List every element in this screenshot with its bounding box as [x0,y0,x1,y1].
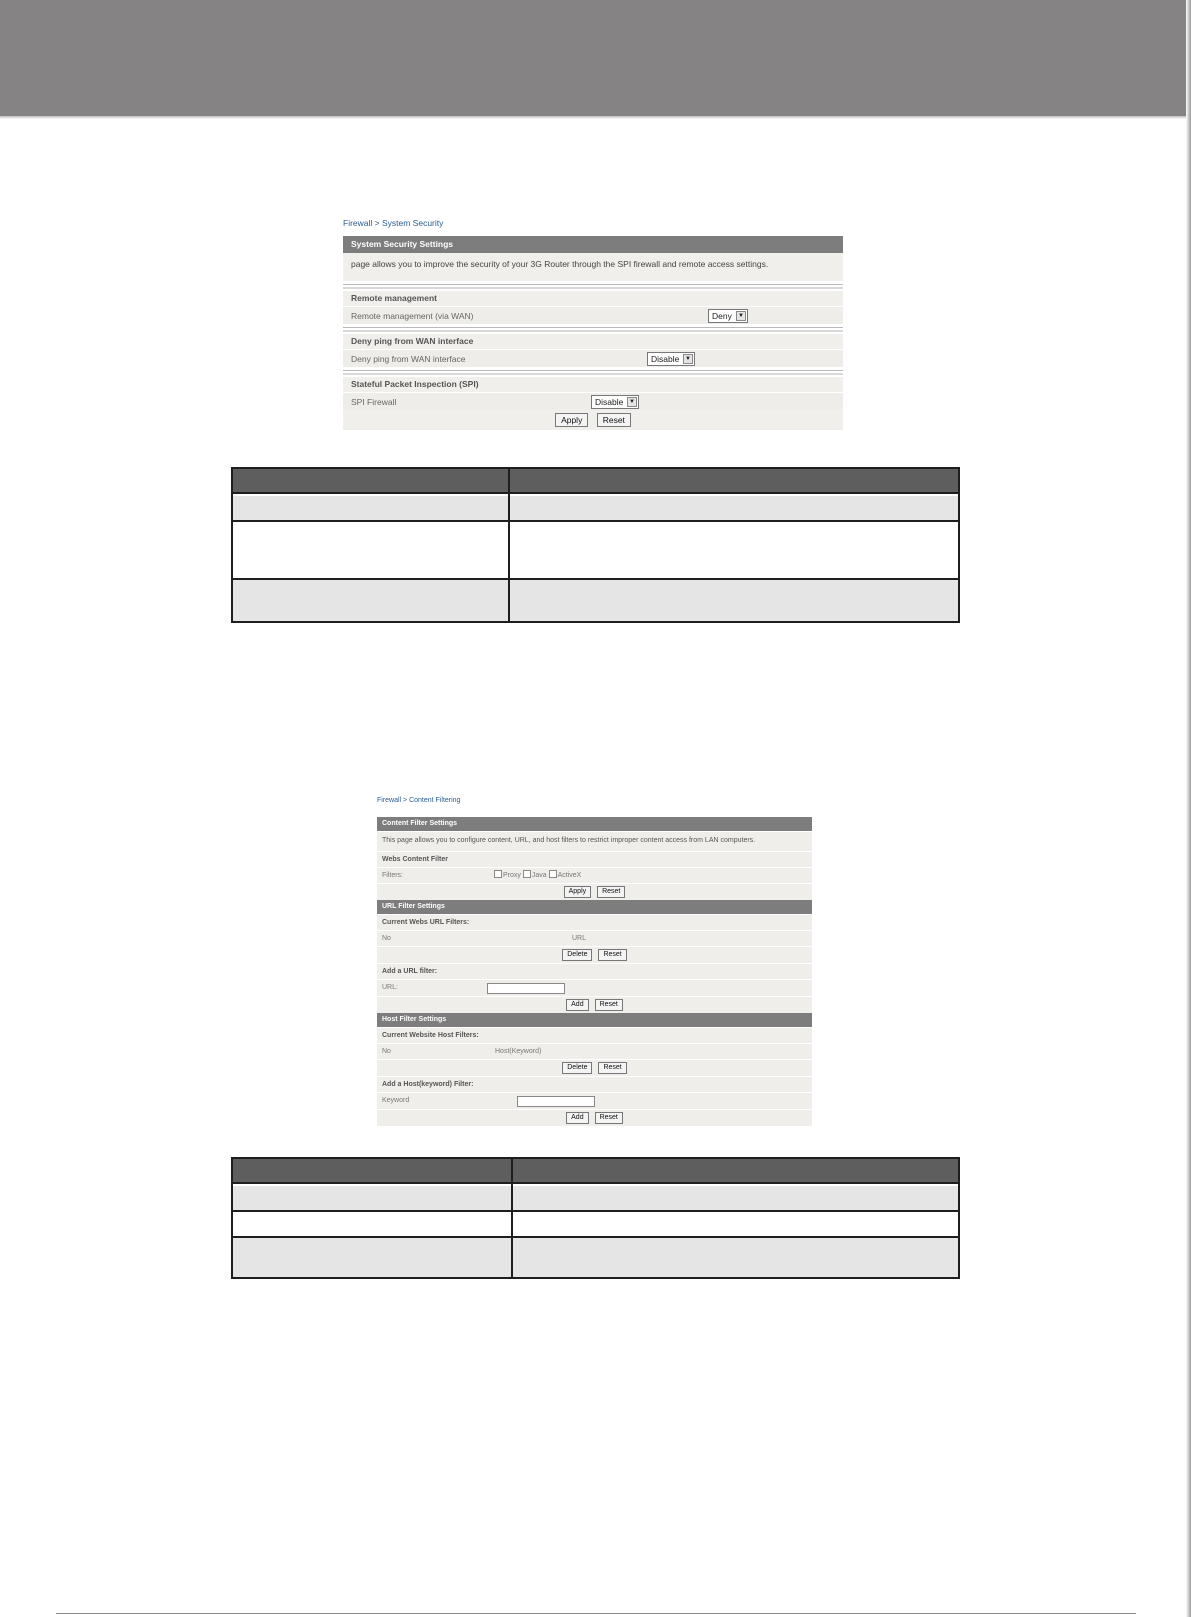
chevron-down-icon[interactable]: ▼ [627,397,637,407]
current-host-filters-label: Current Website Host Filters: [377,1027,812,1043]
deny-ping-select[interactable] [647,352,695,366]
column-divider [508,469,510,621]
spi-firewall-label: SPI Firewall [351,397,397,407]
web-filter-actions [377,883,812,900]
url-input[interactable] [487,983,565,994]
deny-ping-row [343,349,843,367]
web-filter-heading: Webs Content Filter [377,851,812,867]
java-checkbox[interactable] [523,870,531,878]
url-filter-heading: URL Filter Settings [377,900,812,914]
spi-firewall-value: Disable [595,397,624,407]
footer-rule [56,1613,1136,1614]
system-security-reference-table [231,467,960,623]
header-shadow [0,116,1191,119]
breadcrumb[interactable]: Firewall > System Security [343,218,444,228]
url-filter-table-header [377,930,812,946]
deny-ping-label: Deny ping from WAN interface [351,354,466,364]
table-row [233,1238,958,1277]
apply-button[interactable]: Apply [564,886,592,898]
breadcrumb[interactable]: Firewall > Content Filtering [377,797,461,804]
remote-management-value: Deny [712,311,732,321]
table-row [233,1212,958,1238]
section-divider [343,370,843,375]
keyword-input[interactable] [517,1096,595,1107]
host-filter-table-header [377,1043,812,1059]
column-url: URL [572,935,587,942]
activex-checkbox[interactable] [549,870,557,878]
host-filter-actions [377,1059,812,1076]
page-edge-shadow [1186,0,1191,1617]
filters-label: Filters: [382,872,403,879]
table-row [233,1186,958,1212]
reset-button[interactable]: Reset [598,1062,626,1074]
remote-management-label: Remote management (via WAN) [351,311,474,321]
column-no: No [382,935,391,942]
reset-button[interactable]: Reset [595,999,623,1011]
form-actions [343,410,843,430]
remote-management-heading: Remote management [343,291,843,306]
table-header [233,1159,958,1184]
delete-button[interactable]: Delete [562,949,592,961]
table-row [233,522,958,580]
spi-row [343,392,843,410]
reset-button[interactable]: Reset [597,886,625,898]
delete-button[interactable]: Delete [562,1062,592,1074]
panel-description: This page allows you to configure content, URL, and host filters to restrict improper content access from LAN computers. [377,831,812,851]
spi-firewall-select[interactable] [591,395,639,409]
apply-button[interactable]: Apply [555,413,588,427]
host-filter-heading: Host Filter Settings [377,1013,812,1027]
filters-row [377,867,812,883]
section-divider [343,284,843,289]
add-host-filter-heading: Add a Host(keyword) Filter: [377,1076,812,1092]
panel-description: page allows you to improve the security of your 3G Router through the SPI firewall and remote access settings. [343,253,843,281]
java-label: Java [531,872,547,879]
add-url-actions [377,996,812,1013]
reset-button[interactable]: Reset [595,1112,623,1124]
content-filtering-screenshot [377,797,812,1126]
url-label: URL: [382,984,398,991]
deny-ping-heading: Deny ping from WAN interface [343,334,843,349]
activex-label: ActiveX [557,872,582,879]
chevron-down-icon[interactable]: ▼ [683,354,693,364]
chevron-down-icon[interactable]: ▼ [736,311,746,321]
panel-title: Content Filter Settings [377,817,812,831]
keyword-input-row [377,1092,812,1109]
deny-ping-value: Disable [651,354,680,364]
url-filter-actions [377,946,812,963]
remote-management-select[interactable] [708,309,748,323]
column-no: No [382,1048,391,1055]
system-security-screenshot [343,218,843,430]
url-input-row [377,979,812,996]
spi-heading: Stateful Packet Inspection (SPI) [343,377,843,392]
section-divider [343,327,843,332]
proxy-checkbox[interactable] [494,870,502,878]
content-filtering-reference-table [231,1157,960,1279]
reset-button[interactable]: Reset [597,413,631,427]
table-row [233,496,958,522]
add-button[interactable]: Add [566,999,588,1011]
panel-title: System Security Settings [343,236,843,253]
add-button[interactable]: Add [566,1112,588,1124]
add-host-actions [377,1109,812,1126]
proxy-label: Proxy [503,872,521,879]
column-divider [511,1159,513,1277]
table-row [233,580,958,621]
add-url-filter-heading: Add a URL filter: [377,963,812,979]
filter-options [494,868,581,884]
column-host: Host(Keyword) [495,1048,542,1055]
remote-management-row [343,306,843,324]
current-url-filters-label: Current Webs URL Filters: [377,914,812,930]
table-header [233,469,958,494]
reset-button[interactable]: Reset [598,949,626,961]
keyword-label: Keyword [382,1097,410,1104]
page-header-band [0,0,1191,116]
